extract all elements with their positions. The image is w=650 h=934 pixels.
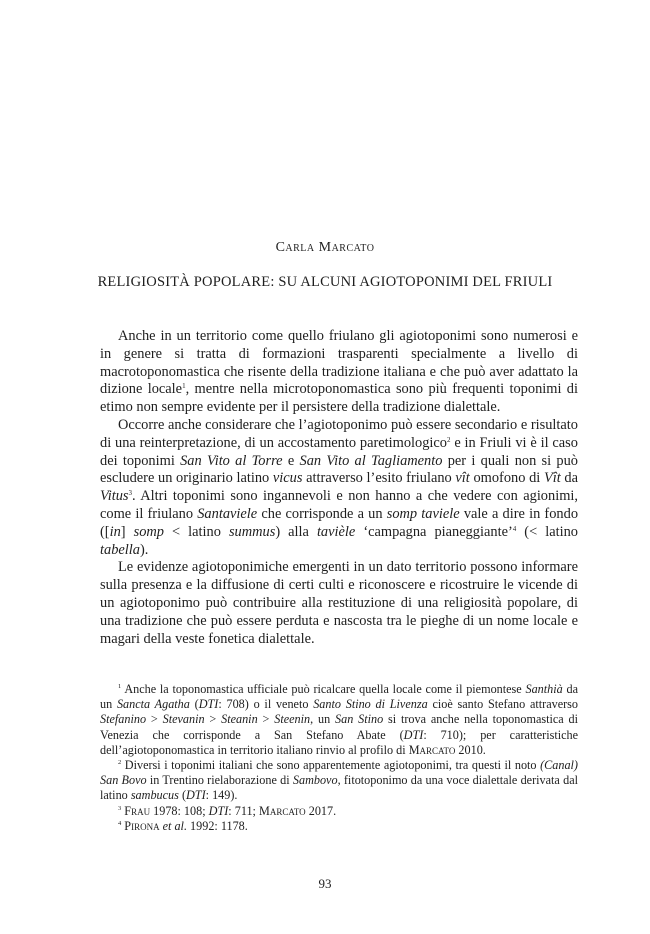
text-run: > — [257, 712, 275, 727]
body-paragraph — [100, 559, 578, 648]
text-run: et al. — [162, 818, 187, 833]
text-run: Stevanin — [162, 712, 205, 727]
text-run: Stefanino — [100, 712, 147, 727]
text-run: Santhià — [525, 682, 563, 696]
text-run: 1992: 1178. — [187, 818, 248, 833]
text-run: tabella — [100, 541, 140, 558]
text-run: Le evidenze agiotoponimiche emergenti in un dato territorio possono informare sulla presenza e la diffusione di certi culti e riconoscere e ricostruire le vicende di un agiotoponimo può contribuire alla restituzione di una religiosità popolare, di una tradizione che può essere perduta e nascosta tra le pieghe di un nome locale e magari della veste fonetica dialettale. — [100, 559, 578, 647]
text-run: : 710); per caratteristiche dell’agiotoponomastica in territorio italiano rinvio al profilo di — [100, 727, 579, 757]
text-run: San Stino — [335, 712, 384, 727]
author-name: Carla Marcato — [275, 240, 375, 255]
text-run: somp — [133, 523, 164, 540]
footnote — [100, 682, 578, 758]
text-run: 2010. — [455, 742, 486, 757]
text-run: cioè santo Stefano attraverso — [427, 697, 579, 712]
text-run: Marcato — [408, 742, 456, 757]
text-run: : 708) o il veneto — [218, 697, 314, 712]
text-run: tavièle — [316, 523, 356, 540]
text-run: Steanin — [221, 712, 258, 727]
text-run: San Vito al Tagliamento — [299, 452, 443, 469]
text-run: e in Friuli vi è il caso dei toponimi — [100, 434, 578, 469]
text-run: Sancta Agatha — [116, 697, 190, 712]
text-run: sambucus — [130, 788, 179, 803]
text-run: ( — [189, 697, 199, 712]
footnote-marker: 4 — [512, 524, 517, 533]
footnote — [100, 819, 578, 834]
text-run: Diversi i toponimi italiani che sono apparentemente agiotoponimi, tra questi il noto — [121, 758, 541, 773]
text-run: ‘campagna pianeggiante’ — [355, 523, 513, 540]
text-run: in Trentino rielaborazione di — [146, 773, 293, 788]
text-run: (Canal) San Bovo — [100, 758, 578, 788]
page-number: 93 — [318, 876, 332, 891]
text-run: Anche la toponomastica ufficiale può ricalcare quella locale come il piemontese — [121, 682, 526, 696]
text-run: . Altri toponimi sono ingannevoli e non hanno a che vedere con agionimi, come il friulano — [100, 488, 578, 522]
text-run: , fitotoponimo da una voce dialettale derivata dal latino — [100, 773, 578, 803]
text-run: Frau — [124, 803, 151, 818]
text-run: Santo Stino di Livenza — [313, 697, 428, 712]
article-body — [100, 328, 578, 648]
text-run: vicus — [272, 470, 303, 487]
body-paragraph — [100, 417, 578, 559]
footnote-marker: 4 — [118, 819, 122, 827]
text-run: si trova anche nella toponomastica di Venezia che corrisponde a San Stefano Abate ( — [100, 712, 579, 742]
text-run: ) alla — [275, 523, 317, 540]
text-run: Marcato — [259, 803, 306, 818]
text-run: ( — [178, 788, 186, 803]
text-run: : 711; — [228, 803, 259, 818]
text-run: attraverso l’esito friulano — [302, 470, 456, 487]
text-run: > — [146, 712, 163, 727]
text-run: Steenin — [274, 712, 311, 727]
text-run: che corrisponde a un — [257, 505, 387, 522]
text-run: 2017. — [305, 803, 337, 818]
text-run: e — [282, 452, 300, 469]
body-paragraph — [100, 328, 578, 417]
text-run: per i quali non si può escludere un originario latino — [100, 452, 579, 487]
footnote — [100, 758, 578, 804]
footnotes — [100, 682, 578, 834]
text-run: in — [109, 523, 121, 540]
text-run: somp taviele — [386, 505, 460, 522]
footnote-marker: 2 — [447, 435, 451, 444]
text-run: DTI — [186, 788, 206, 803]
footnote-marker: 3 — [118, 804, 122, 812]
text-run: da un — [100, 682, 578, 712]
text-run: 1978: 108; — [150, 803, 209, 818]
text-run: da — [560, 470, 578, 487]
footnote-marker: 1 — [182, 382, 186, 391]
footnote-marker: 1 — [118, 683, 122, 690]
text-run: ). — [139, 541, 149, 558]
text-run: Vitus — [100, 488, 129, 505]
text-run: , un — [310, 712, 335, 727]
text-run: DTI — [198, 697, 219, 712]
footnote-marker: 3 — [128, 489, 133, 498]
text-run: , mentre nella microtoponomastica sono più frequenti toponimi di etimo non sempre evidente per il persistere della tradizione dialettale. — [100, 381, 578, 416]
text-run: Anche in un territorio come quello friulano gli agiotoponimi sono numerosi e in genere si tratta di formazioni trasparenti specialmente a livello di macrotoponomastica che risente della tradizione italiana e che può aver adattato la dizione locale — [100, 328, 578, 398]
text-run: San Vito al Torre — [180, 452, 283, 469]
text-run: Santaviele — [197, 505, 258, 522]
text-run: vît — [455, 470, 470, 487]
text-run: (< latino — [516, 523, 578, 540]
text-run: > — [204, 712, 222, 727]
text-run: < latino — [164, 523, 229, 540]
text-run: omofono di — [469, 470, 544, 487]
text-run: vale a dire in fondo ([ — [100, 505, 579, 540]
text-run: DTI — [403, 727, 424, 742]
text-run: Pirona — [124, 818, 160, 833]
article-title: RELIGIOSITÀ POPOLARE: SU ALCUNI AGIOTOPONIMI DEL FRIULI — [97, 274, 553, 290]
text-run: summus — [228, 523, 276, 540]
text-run: Vît — [543, 470, 561, 487]
text-run: ] — [120, 523, 134, 540]
text-run: Occorre anche considerare che l’agiotoponimo può essere secondario e risultato di una reinterpretazione, di un accostamento paretimologico — [100, 416, 578, 451]
footnote-marker: 2 — [118, 759, 122, 767]
text-run: : 149). — [205, 788, 238, 803]
footnote — [100, 804, 578, 819]
text-run: Sambovo — [292, 773, 338, 788]
text-run: DTI — [208, 803, 229, 818]
